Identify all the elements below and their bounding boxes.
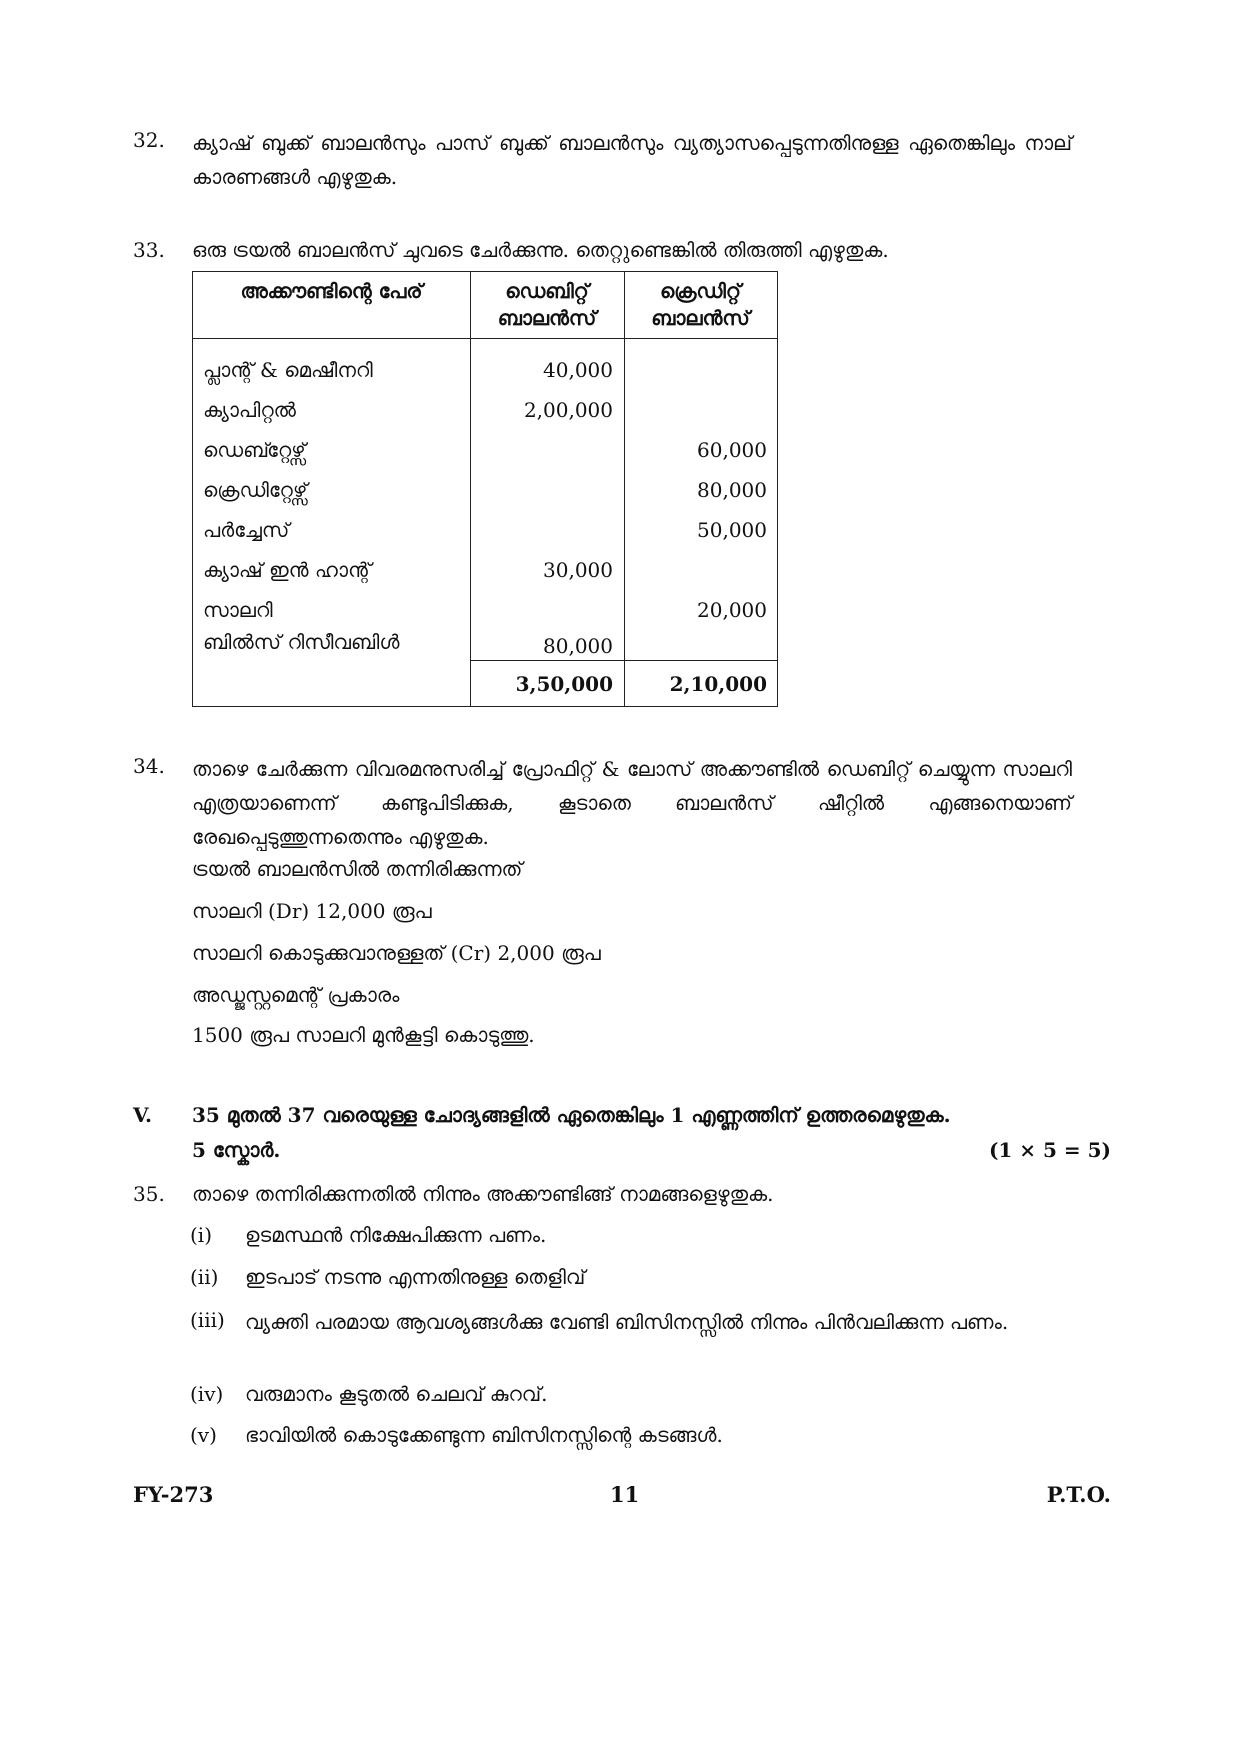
question-34-line: സാലറി (Dr) 12,000 രൂപ — [192, 899, 432, 923]
question-32-number: 32. — [133, 128, 165, 152]
sub-item-label: (ii) — [190, 1265, 219, 1289]
table-divider — [193, 338, 777, 339]
sub-item-label: (v) — [190, 1423, 217, 1447]
question-34-line: സാലറി കൊടുക്കുവാനുള്ളത് (Cr) 2,000 രൂപ — [192, 941, 601, 965]
question-35-text: താഴെ തന്നിരിക്കുന്നതിൽ നിന്നും അക്കൗണ്ടിങ്ങ് നാമങ്ങളെഴുതുക. — [192, 1182, 774, 1206]
question-34-line: 1500 രൂപ സാലറി മുൻകൂട്ടി കൊടുത്തു. — [192, 1023, 535, 1047]
section-v-instruction: 35 മുതൽ 37 വരെയുള്ള ചോദ്യങ്ങളിൽ ഏതെങ്കിലും 1 എണ്ണത്തിന് ഉത്തരമെഴുതുക. — [192, 1103, 951, 1127]
footer-pto: P.T.O. — [1046, 1482, 1111, 1507]
question-35-number: 35. — [133, 1182, 165, 1206]
question-32-text: ക്യാഷ് ബുക്ക് ബാലൻസും പാസ് ബുക്ക് ബാലൻസും വ്യത്യാസപ്പെടുന്നതിനുള്ള ഏതെങ്കിലും നാല് കാരണങ്ങൾ എഴുതുക. — [192, 131, 1072, 189]
table-divider — [470, 660, 777, 661]
row-account: ബിൽസ് റിസീവബിൾ — [203, 630, 400, 654]
row-account: സാലറി — [203, 598, 273, 622]
row-credit: 60,000 — [697, 438, 767, 462]
sub-item-text: ഉടമസ്ഥൻ നിക്ഷേപിക്കുന്ന പണം. — [245, 1223, 547, 1247]
row-account: ക്രെഡിറ്റേഴ്സ് — [203, 478, 308, 502]
row-account: ഡെബ്റ്റേഴ്സ് — [203, 438, 306, 462]
header-debit-line1: ഡെബിറ്റ് — [505, 279, 589, 303]
header-credit-balance — [624, 278, 777, 332]
header-debit-line2: ബാലൻസ് — [497, 306, 597, 330]
sub-item-label: (iv) — [190, 1382, 224, 1406]
sub-item-label: (iii) — [190, 1308, 225, 1332]
question-33-number: 33. — [133, 238, 165, 262]
sub-item-text: ഇടപാട് നടന്നു എന്നതിനുള്ള തെളിവ് — [245, 1265, 586, 1289]
question-34-line: അഡ്ജസ്റ്റമെന്റ് പ്രകാരം — [192, 983, 400, 1007]
header-debit-balance — [470, 278, 624, 332]
section-v-label: V. — [133, 1103, 152, 1127]
row-credit: 20,000 — [697, 598, 767, 622]
row-credit: 80,000 — [697, 478, 767, 502]
question-34-line: ട്രയൽ ബാലൻസിൽ തന്നിരിക്കുന്നത് — [192, 857, 523, 881]
header-credit-line2: ബാലൻസ് — [651, 306, 750, 330]
section-v-marks: (1 × 5 = 5) — [988, 1138, 1111, 1162]
sub-item-text: വ്യക്തി പരമായ ആവശ്യങ്ങൾക്കു വേണ്ടി ബിസിനസ്സിൽ നിന്നും പിൻവലിക്കുന്ന പണം. — [245, 1310, 1009, 1334]
question-34-text: താഴെ ചേർക്കുന്ന വിവരമനുസരിച്ച് പ്രോഫിറ്റ് & ലോസ് അക്കൗണ്ടിൽ ഡെബിറ്റ് ചെയ്യുന്ന സാലറി എത്രയാണെന്ന് കണ്ടുപിടിക്കുക, കൂടാതെ ബാലൻസ് ഷീറ്റിൽ എങ്ങനെയാണ് രേഖപ്പെടുത്തുന്നതെന്നും എഴുതുക. — [192, 757, 1072, 849]
row-debit: 2,00,000 — [523, 398, 613, 422]
sub-item-label: (i) — [190, 1223, 213, 1247]
trial-balance-table — [192, 271, 778, 707]
row-account: ക്യാപിറ്റൽ — [203, 398, 296, 422]
total-debit: 3,50,000 — [515, 672, 613, 696]
section-v-score: 5 സ്കോർ. — [192, 1138, 281, 1162]
row-account: ക്യാഷ് ഇൻ ഹാന്റ് — [203, 558, 372, 582]
header-account-name: അക്കൗണ്ടിന്റെ പേര് — [240, 279, 423, 303]
sub-item-text: വരുമാനം കൂടുതൽ ചെലവ് കുറവ്. — [245, 1382, 548, 1406]
question-34-number: 34. — [133, 754, 165, 778]
row-debit: 40,000 — [543, 358, 613, 382]
row-credit: 50,000 — [697, 518, 767, 542]
row-account: പർച്ചേസ് — [203, 518, 290, 542]
row-debit: 30,000 — [543, 558, 613, 582]
question-33-text: ഒരു ട്രയൽ ബാലൻസ് ചുവടെ ചേർക്കുന്നു. തെറ്റുണ്ടെങ്കിൽ തിരുത്തി എഴുതുക. — [192, 238, 889, 262]
row-account: പ്ലാന്റ് & മെഷീനറി — [203, 358, 373, 382]
footer-exam-code: FY-273 — [133, 1482, 214, 1507]
header-credit-line1: ക്രെഡിറ്റ് — [660, 279, 741, 303]
footer-page-number: 11 — [610, 1482, 640, 1507]
total-credit: 2,10,000 — [669, 672, 767, 696]
row-debit: 80,000 — [543, 634, 613, 658]
sub-item-text: ഭാവിയിൽ കൊടുക്കേണ്ടുന്ന ബിസിനസ്സിന്റെ കടങ്ങൾ. — [245, 1423, 723, 1447]
